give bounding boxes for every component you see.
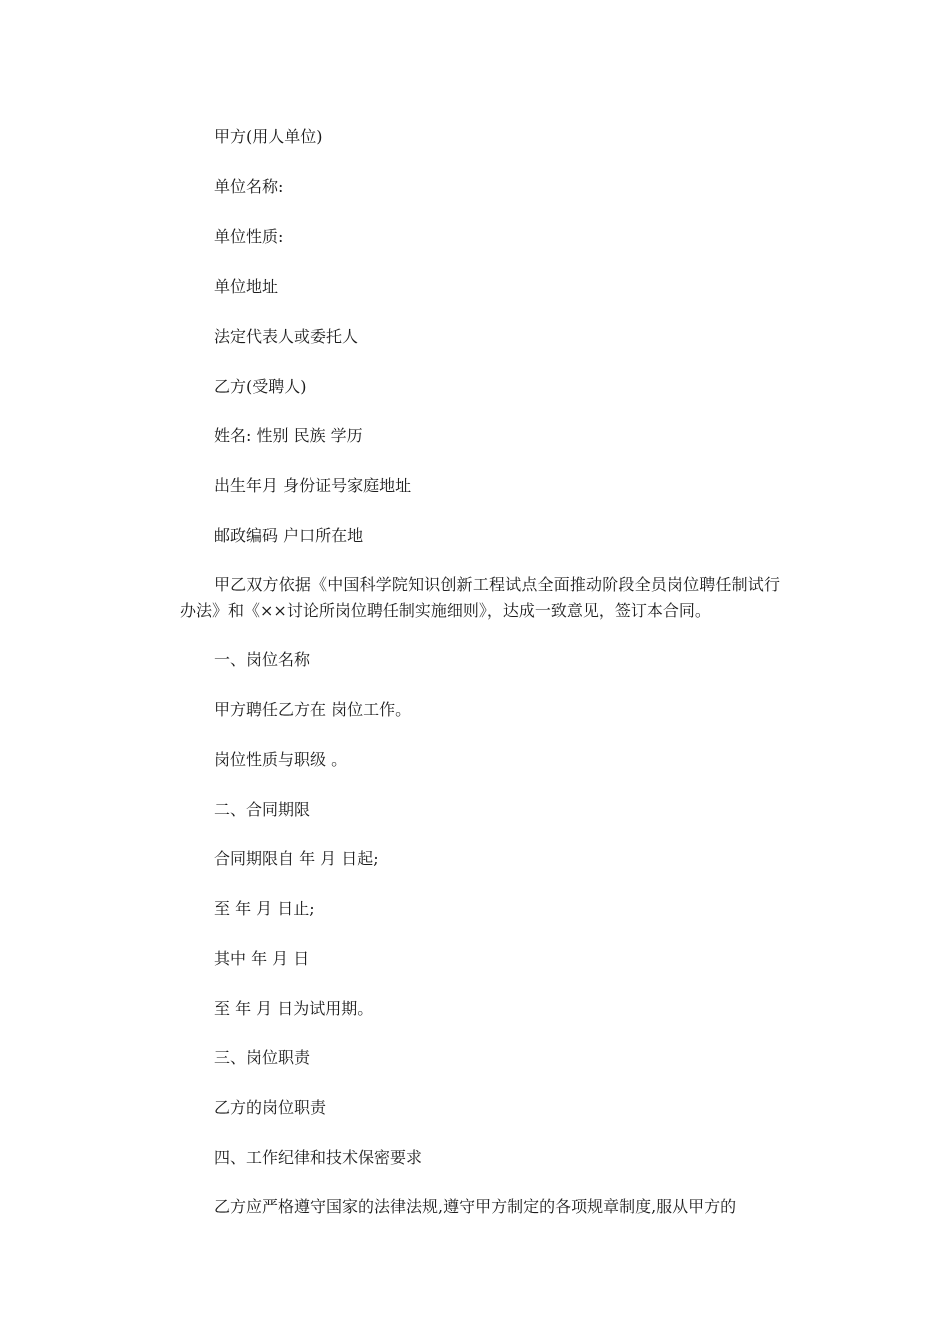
legal-rep-field: 法定代表人或委托人	[214, 327, 359, 346]
section4-heading: 四、工作纪律和技术保密要求	[214, 1148, 423, 1167]
birth-id-address-line: 出生年月 身份证号家庭地址	[214, 476, 412, 495]
unit-nature-field: 单位性质:	[214, 227, 284, 246]
section2-line2: 至 年 月 日止;	[214, 899, 315, 918]
section1-heading: 一、岗位名称	[214, 650, 311, 669]
unit-address-field: 单位地址	[214, 277, 279, 296]
section1-line1: 甲方聘任乙方在 岗位工作。	[214, 700, 412, 719]
intro-paragraph: 甲乙双方依据《中国科学院知识创新工程试点全面推动阶段全员岗位聘任制试行办法》和《××讨论所岗位聘任制实施细则》，达成一致意见，签订本合同。	[180, 575, 780, 620]
name-gender-ethnicity-education-line: 姓名: 性别 民族 学历	[214, 426, 363, 445]
section4-line1: 乙方应严格遵守国家的法律法规,遵守甲方制定的各项规章制度,服从甲方的	[214, 1197, 737, 1216]
section3-heading: 三、岗位职责	[214, 1048, 311, 1067]
section2-line3: 其中 年 月 日	[214, 949, 310, 968]
section2-heading: 二、合同期限	[214, 800, 311, 819]
section2-line1: 合同期限自 年 月 日起;	[214, 849, 379, 868]
postal-hukou-line: 邮政编码 户口所在地	[214, 526, 364, 545]
section2-line4: 至 年 月 日为试用期。	[214, 999, 374, 1018]
section1-line2: 岗位性质与职级 。	[214, 750, 348, 769]
section3-line1: 乙方的岗位职责	[214, 1098, 327, 1117]
party-b-title: 乙方(受聘人)	[214, 377, 307, 396]
party-a-title: 甲方(用人单位)	[214, 127, 323, 146]
unit-name-field: 单位名称:	[214, 177, 284, 196]
